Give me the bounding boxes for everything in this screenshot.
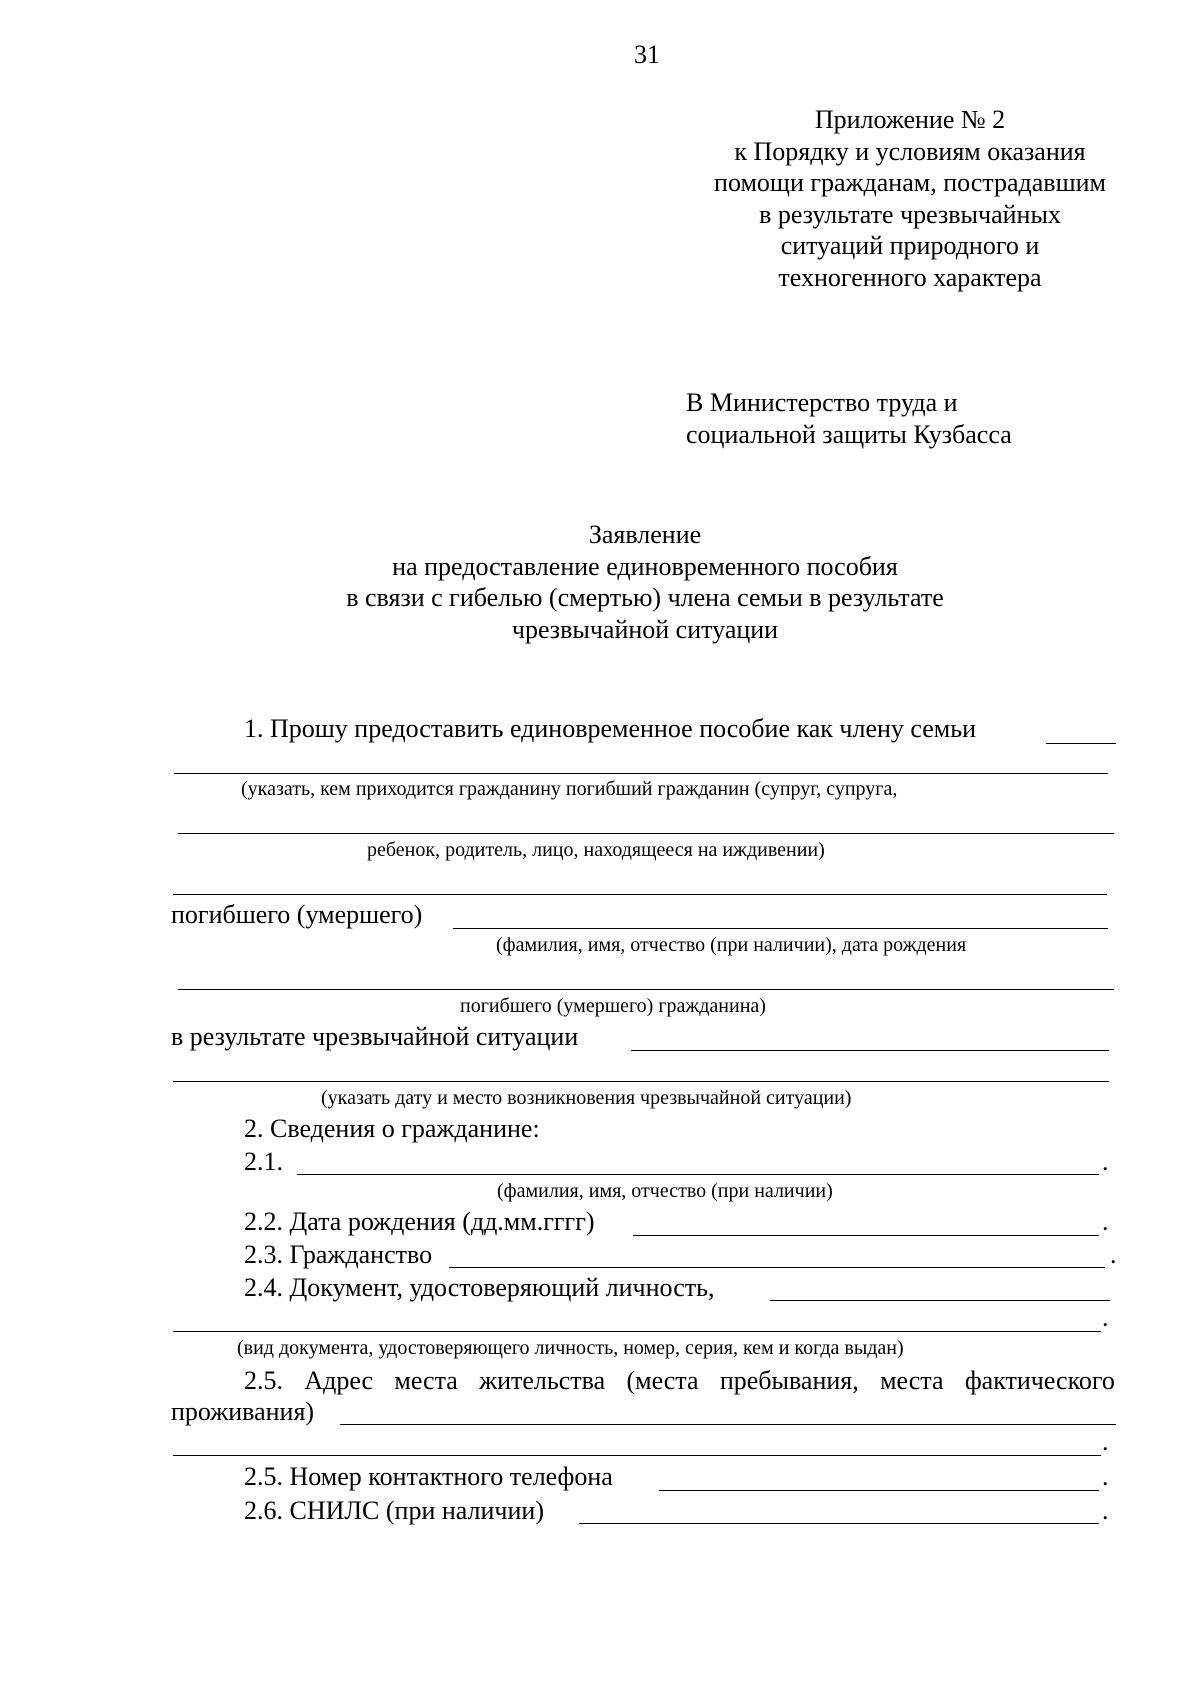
appendix-line: ситуаций природного и — [780, 231, 1040, 260]
address-label-cont: проживания) — [171, 1397, 315, 1426]
section-2-4-label: 2.4. Документ, удостоверяющий личность, — [244, 1273, 715, 1302]
emergency-hint: (указать дату и место возникновения чрезвычайной ситуации) — [321, 1087, 852, 1109]
address-word: 2.5. — [244, 1366, 283, 1395]
period: . — [1102, 1496, 1109, 1525]
deceased-field-line2[interactable] — [178, 989, 1114, 990]
page-number: 31 — [634, 40, 660, 69]
address-word: Адрес — [304, 1366, 374, 1395]
family-relation-field-line3[interactable] — [178, 833, 1114, 834]
period: . — [1110, 1240, 1117, 1269]
emergency-field-line2[interactable] — [173, 1081, 1109, 1082]
address-field-line2[interactable] — [173, 1455, 1101, 1456]
family-relation-hint: (указать, кем приходится гражданину погибший гражданин (супруг, супруга, — [241, 778, 898, 800]
title-line: чрезвычайной ситуации — [511, 614, 779, 644]
deceased-hint: (фамилия, имя, отчество (при наличии), дата рождения — [496, 934, 967, 956]
family-relation-field-line2[interactable] — [174, 773, 1108, 774]
appendix-line: в результате чрезвычайных — [759, 199, 1061, 229]
appendix-line: к Порядку и условиям оказания — [734, 136, 1086, 166]
snils-field[interactable] — [579, 1523, 1099, 1524]
section-2-5-address-label — [244, 1366, 1115, 1396]
addressee-line: В Министерство труда и — [686, 388, 958, 417]
appendix-line: техногенного характера — [778, 262, 1042, 292]
period: . — [1102, 1303, 1109, 1332]
appendix-block — [680, 104, 1140, 293]
period: . — [1102, 1427, 1109, 1456]
address-word: жительства — [479, 1366, 606, 1395]
period: . — [1102, 1462, 1109, 1491]
title-line: в связи с гибелью (смертью) члена семьи в результате — [346, 583, 944, 612]
section-2-5-phone-label: 2.5. Номер контактного телефона — [244, 1462, 613, 1491]
citizenship-field[interactable] — [449, 1267, 1105, 1268]
address-word: пребывания, — [719, 1366, 859, 1395]
section-2-6-label: 2.6. СНИЛС (при наличии) — [244, 1496, 544, 1525]
addressee-line: социальной защиты Кузбасса — [686, 420, 1012, 449]
phone-field[interactable] — [659, 1490, 1099, 1491]
id-document-field[interactable] — [770, 1300, 1110, 1301]
paragraph-1-text: 1. Прошу предоставить единовременное пособие как члену семьи — [244, 714, 977, 743]
section-2-3-label: 2.3. Гражданство — [244, 1240, 433, 1269]
family-relation-field[interactable] — [1046, 743, 1116, 744]
address-word: места — [880, 1366, 944, 1395]
family-relation-hint-cont: ребенок, родитель, лицо, находящееся на иждивении) — [367, 839, 825, 861]
section-2-2-label: 2.2. Дата рождения (дд.мм.гггг) — [244, 1207, 595, 1236]
address-word: места — [394, 1366, 458, 1395]
emergency-label: в результате чрезвычайной ситуации — [171, 1022, 579, 1051]
emergency-field[interactable] — [631, 1050, 1109, 1051]
id-document-hint: (вид документа, удостоверяющего личность, номер, серия, кем и когда выдан) — [237, 1337, 904, 1359]
deceased-label: погибшего (умершего) — [171, 900, 423, 929]
appendix-line: Приложение № 2 — [814, 105, 1006, 134]
section-2-heading: 2. Сведения о гражданине: — [244, 1114, 540, 1143]
family-relation-field-line4[interactable] — [173, 894, 1107, 895]
full-name-field[interactable] — [297, 1174, 1099, 1175]
deceased-hint-cont: погибшего (умершего) гражданина) — [460, 995, 766, 1017]
deceased-field[interactable] — [453, 928, 1108, 929]
address-word: (места — [626, 1366, 699, 1395]
full-name-hint: (фамилия, имя, отчество (при наличии) — [497, 1180, 833, 1202]
address-word: фактического — [964, 1366, 1115, 1395]
id-document-field-line2[interactable] — [173, 1331, 1101, 1332]
appendix-line: помощи гражданам, пострадавшим — [714, 168, 1106, 197]
section-2-1-label: 2.1. — [244, 1147, 283, 1176]
address-field[interactable] — [340, 1424, 1116, 1425]
document-title — [0, 519, 1200, 645]
title-line: Заявление — [588, 520, 702, 549]
period: . — [1102, 1147, 1109, 1176]
birth-date-field[interactable] — [633, 1235, 1099, 1236]
period: . — [1102, 1207, 1109, 1236]
title-line: на предоставление единовременного пособия — [392, 551, 898, 581]
